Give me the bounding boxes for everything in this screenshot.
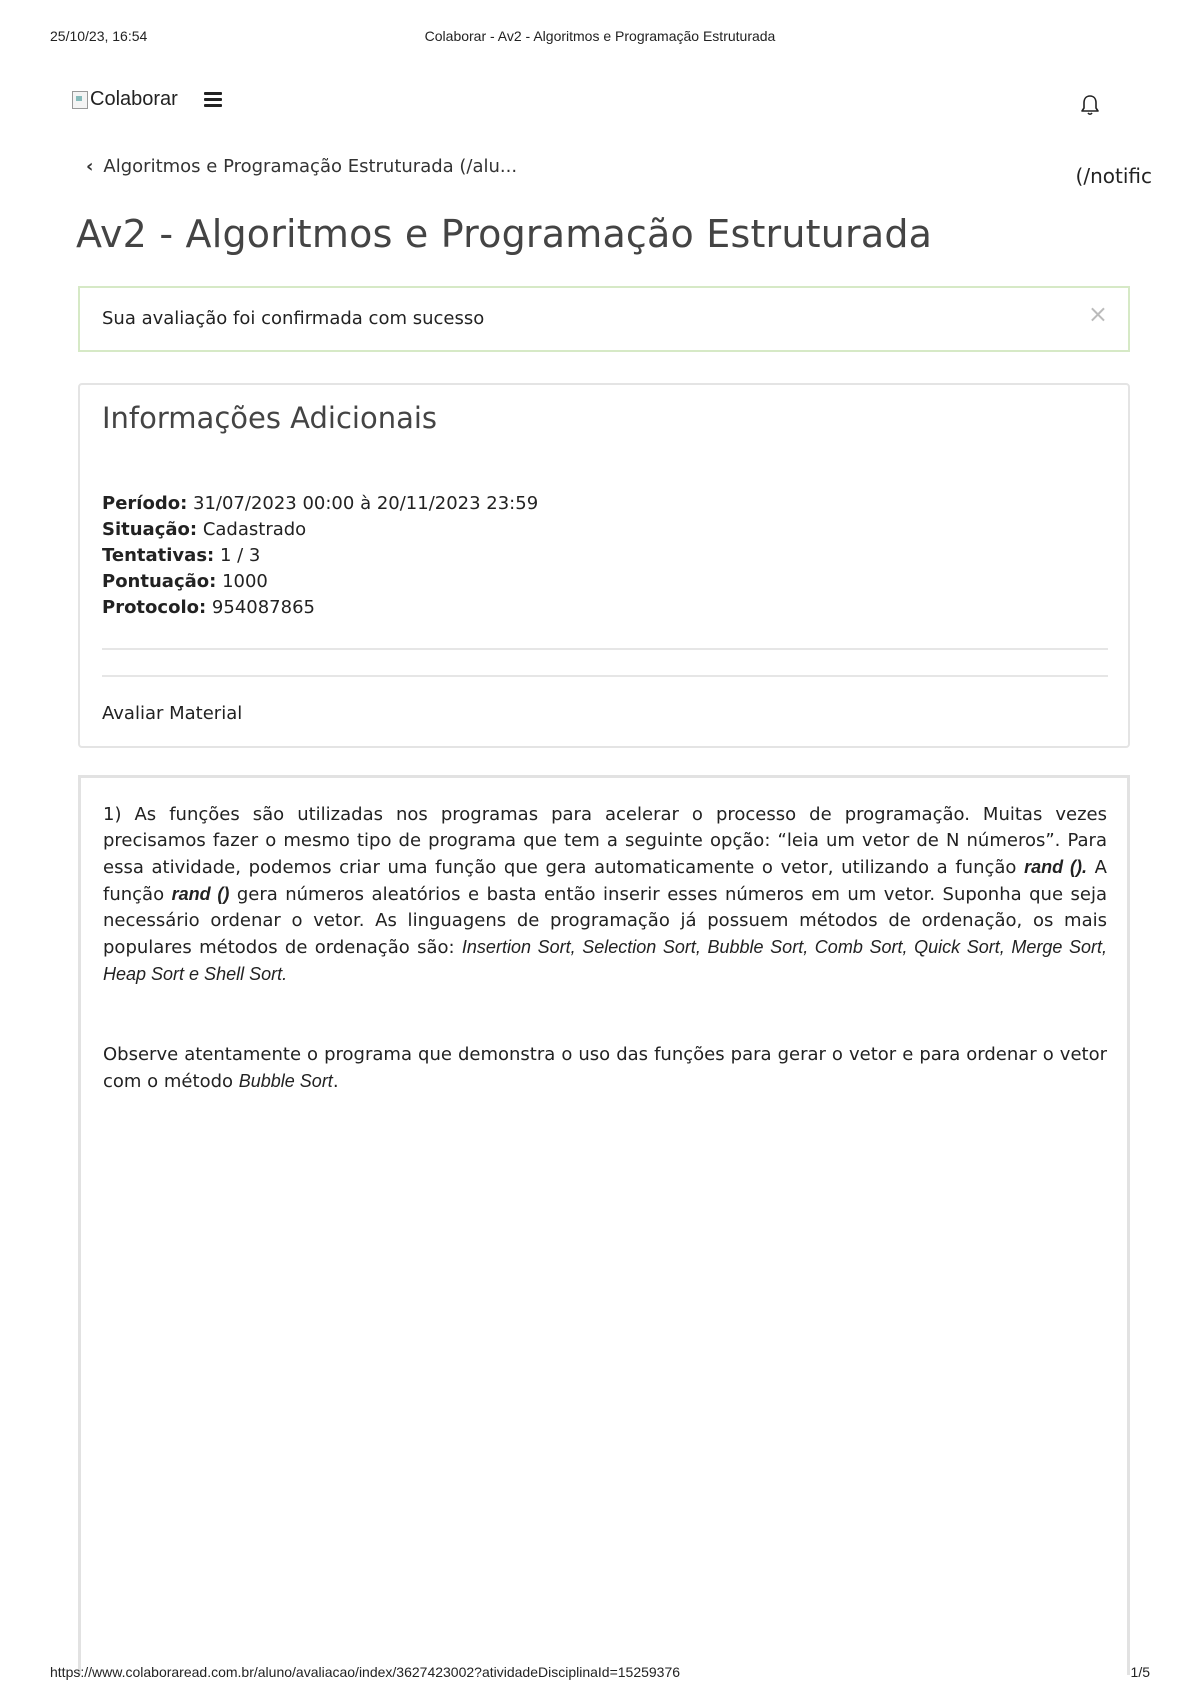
periodo-row <box>102 491 538 517</box>
divider <box>102 675 1108 677</box>
protocolo-label: Protocolo: <box>102 597 207 618</box>
question-paragraph-1: 1) As funções são utilizadas nos programas para acelerar o processo de programação. Muitas vezes precisamos fazer o mesmo tipo de programa que tem a seguinte opção: “leia um vetor de N números”. Para essa atividade, podemos criar uma função que gera automaticamente o vetor, utilizando a função rand (). A função rand () gera números aleatórios e basta então inserir esses números em um vetor. Suponha que seja necessário ordenar o vetor. As linguagens de programação já possuem métodos de ordenação, os mais populares métodos de ordenação são: Insertion Sort, Selection Sort, Bubble Sort, Comb Sort, Quick Sort, Merge Sort, Heap Sort e Shell Sort. <box>103 804 1107 984</box>
pontuacao-label: Pontuação: <box>102 571 217 592</box>
hamburger-menu-icon[interactable] <box>204 92 222 108</box>
tentativas-row <box>102 543 538 569</box>
info-heading: Informações Adicionais <box>102 401 438 435</box>
sort-methods-list: Insertion Sort, Selection Sort, Bubble Sort, Comb Sort, Quick Sort, Merge Sort, Heap Sort e Shell Sort. <box>103 937 1107 984</box>
bubble-sort-text: Bubble Sort <box>238 1071 333 1091</box>
situacao-value: Cadastrado <box>202 519 307 540</box>
success-alert <box>78 286 1130 352</box>
protocolo-value: 954087865 <box>211 597 315 618</box>
print-url: https://www.colaboraread.com.br/aluno/avaliacao/index/3627423002?atividadeDisciplinaId=15259376 <box>50 1664 681 1680</box>
print-document-title: Colaborar - Av2 - Algoritmos e Programação Estruturada <box>424 28 776 44</box>
print-footer <box>50 1664 1150 1684</box>
print-header <box>50 28 1150 48</box>
notifications-link[interactable]: (/notific <box>1075 164 1152 188</box>
info-list <box>102 491 538 621</box>
logo-alt-text: Colaborar <box>90 88 178 110</box>
rand-function-text: rand () <box>171 884 230 904</box>
pontuacao-value: 1000 <box>222 571 268 592</box>
question-text <box>103 802 1107 1095</box>
protocolo-row <box>102 595 538 621</box>
tentativas-label: Tentativas: <box>102 545 215 566</box>
close-icon[interactable]: × <box>1087 300 1108 328</box>
broken-image-icon <box>72 91 88 109</box>
print-date: 25/10/23, 16:54 <box>50 28 148 44</box>
breadcrumb-label: Algoritmos e Programação Estruturada (/alu... <box>103 156 518 177</box>
question-card <box>78 775 1130 1675</box>
periodo-label: Período: <box>102 493 188 514</box>
alert-message: Sua avaliação foi confirmada com sucesso <box>102 308 485 329</box>
pontuacao-row <box>102 569 538 595</box>
chevron-left-icon: ‹ <box>86 156 94 177</box>
rand-function-text: rand (). <box>1024 857 1088 877</box>
periodo-value: 31/07/2023 00:00 à 20/11/2023 23:59 <box>193 493 539 514</box>
question-paragraph-2: Observe atentamente o programa que demonstra o uso das funções para gerar o vetor e para ordenar o vetor com o método Bubble Sort. <box>103 1044 1107 1092</box>
bell-icon[interactable] <box>1080 94 1100 116</box>
situacao-label: Situação: <box>102 519 198 540</box>
breadcrumb-back-link[interactable] <box>86 156 517 177</box>
top-navigation-bar <box>72 86 1128 118</box>
situacao-row <box>102 517 538 543</box>
tentativas-value: 1 / 3 <box>219 545 261 566</box>
avaliar-material-link[interactable]: Avaliar Material <box>102 703 243 724</box>
print-page-number: 1/5 <box>1130 1664 1150 1680</box>
divider <box>102 648 1108 650</box>
page-title: Av2 - Algoritmos e Programação Estruturada <box>76 212 933 256</box>
additional-info-card <box>78 383 1130 748</box>
colaborar-logo[interactable] <box>72 88 178 111</box>
